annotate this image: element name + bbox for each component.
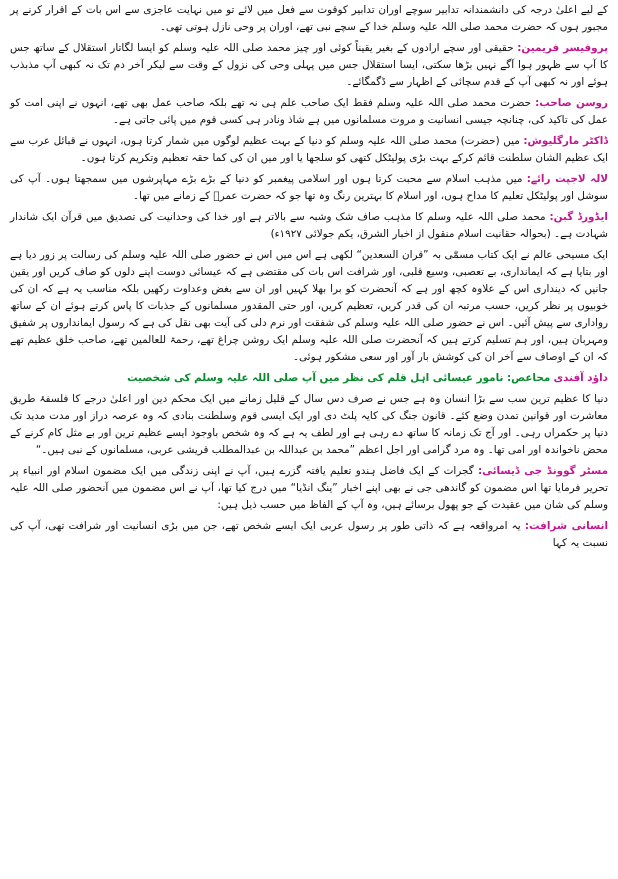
paragraph-daud-afandi — [10, 370, 608, 387]
paragraph-text: ایک مسیحی عالم نے ایک کتاب مسمّٰی بہ ”قران السعدین“ لکھی ہے اس میں اس نے حضور صلی اللہ علیہ وسلم کی رسالت پر زور دیا ہے اور بتایا ہے کہ ایمانداری، بے تعصبی، وسیع قلبی، اور شرافت اس بات کی مقتضی ہے کہ عیسائی دوست اپنے دلوں کو صاف کریں اور یقین جانیں کہ دینداری اس کے علاوہ کچھ اور ہے کہ آنحضرت کو برا بھلا کہیں اور ان سے بغض وعداوت رکھیں بلکہ مناسب یہ ہے کہ ان کی خوبیوں پر نظر کریں، حسب مرتبہ ان کی قدر کریں، تعظیم کریں، اور حتی المقدور مسلمانوں کے جذبات کا پاس کرتے ہوئے ان کے ساتھ رواداری سے پیش آئیں۔ اس نے حضور صلی اللہ علیہ وسلم کی شفقت اور نرم دلی کی آیت بھی نقل کی ہے کہ رسول ایمانداروں پر شفیق ومہربان ہیں، اور ہم تسلیم کرتے ہیں کہ آنحضرت صلی اللہ علیہ وسلم ایک روشن چراغ تھے، رحمۃ للعالمین تھے، صاحب خلق عظیم تھے کہ ان کے اوصاف سے آخر ان کی کوشش بار آور اور سعی مشکور ہوئی۔ — [10, 249, 608, 363]
paragraph-gibbon — [10, 209, 608, 243]
paragraph-human-nobility — [10, 518, 608, 552]
speaker-label: داؤد آفندی — [553, 372, 608, 384]
paragraph-text: گجرات کے ایک فاضل ہندو تعلیم یافتہ گزرے ہیں، آپ نے اپنی زندگی میں ایک مضمون اسلام اور انبیاء پر تحریر فرمایا تھا اس مضمون کو گاندھی جی نے بھی اپنے اخبار ”ینگ انڈیا“ میں درج کیا تھا، آپ نے اس مضمون میں آنحضور صلی اللہ علیہ وسلم کی شان میں عقیدت کے جو پھول برسائے ہیں، وہ آپ کے الفاظ میں حسب ذیل ہیں: — [10, 465, 608, 511]
paragraph-christian-scholar — [10, 247, 608, 366]
speaker-label: ایڈورڈ گبن: — [549, 211, 608, 223]
speaker-label: انسانی شرافت: — [524, 520, 609, 532]
paragraph-greatest-man — [10, 391, 608, 459]
speaker-label: ڈاکٹر مارگلیوش: — [523, 135, 608, 147]
paragraph-text: کے لیے اعلیٰ درجہ کی دانشمندانہ تدابیر سوچے اوران تدابیر کوقوت سے فعل میں لائے تو میں نہایت عاجزی سے اس بات کے اقرار کرنے پر مجبور ہوں کہ حضرت محمد صلی اللہ علیہ وسلم خدا کے سچے نبی تھے، اوران پر وحی نازل ہوتی تھی۔ — [10, 4, 608, 33]
speaker-label: مسٹر گوونڈ جی ڈیسائی: — [477, 465, 608, 477]
paragraph-lajpat-rai — [10, 171, 608, 205]
paragraph-margoliouth — [10, 133, 608, 167]
paragraph-freeman — [10, 40, 608, 91]
paragraph-text: حقیقی اور سچے ارادوں کے بغیر یقیناً کوئی اور چیز محمد صلی اللہ علیہ وسلم کو ایسا لگاتار استقلال کے ساتھ جس کا آپ سے ظہور ہوا آگے نہیں بڑھا سکتی، ایسا استقلال جس میں پہلی وحی کی نزول کے وقت سے لیکر آخر دم تک نہ کبھی آپ مذبذب ہوئے اور نہ کبھی آپ کے قدم سچائی کے اظہار سے ڈگمگائے۔ — [10, 42, 608, 88]
paragraph-text: دنیا کا عظیم ترین سب سے بڑا انسان وہ ہے جس نے صرف دس سال کے قلیل زمانے میں ایک محکم دین اور اعلیٰ درجے کا فلسفۂ طریق معاشرت اور قوانین تمدن وضع کئے۔ قانون جنگ کی کایہ پلٹ دی اور ایک ایسی قوم وسلطنت بنادی کہ وہ عرصہ دراز اور مدت مدید تک دنیا پر حکمراں رہی۔ اور آج تک زمانہ کا ساتھ دے رہی ہے اور لطف یہ ہے کہ وہ شخص باوجود ایسے عظیم ترین اور بے مثل کام کرنے کے محض ناخواندہ اور امی تھا۔ وہ مرد گرامی اور اجل اعظم ”محمد بن عبداللہ بن عبدالمطلب قریشی عربی، مسلمانوں کے نبی ہیں۔“ — [10, 393, 608, 456]
section-title: محاعص: نامور عیسائی اہل قلم کی نظر میں آپ صلی اللہ علیہ وسلم کی شخصیت — [127, 372, 551, 384]
paragraph-text: یہ امرواقعہ ہے کہ ذاتی طور پر رسول عربی ایک ایسے شخص تھے، جن میں بڑی انسانیت اور شرافت تھی، آپ کی نسبت یہ کہا — [10, 520, 608, 549]
speaker-label: پروفیسر فریمین: — [517, 42, 609, 54]
speaker-label: روسن صاحب: — [535, 97, 608, 109]
paragraph-text: محمد صلی اللہ علیہ وسلم کا مذہب صاف شک وشبہ سے بالاتر ہے اور خدا کی وحدانیت کی تصدیق میں قرآن ایک شاندار شہادت ہے۔ (بحوالہ حقانیت اسلام منقول از اخبار الشرق، یکم جولائی ۱۹۲۷ء) — [10, 211, 608, 240]
speaker-label: لالہ لاجپت رائے: — [526, 173, 608, 185]
paragraph-rosen — [10, 95, 608, 129]
paragraph-intro — [10, 2, 608, 36]
paragraph-text: میں (حضرت) محمد صلی اللہ علیہ وسلم کو دنیا کے بہت عظیم لوگوں میں شمار کرتا ہوں، انہوں نے قبائل عرب سے ایک عظیم الشان سلطنت قائم کرکے بہت بڑی پولیٹکل کتھی کو سلجھا یا اور میں ان کی کما حقہ تعظیم وتکریم کرتا ہوں۔ — [10, 135, 608, 164]
paragraph-desai — [10, 463, 608, 514]
paragraph-text: میں مذہب اسلام سے محبت کرتا ہوں اور اسلامی پیغمبر کو دنیا کے بڑے بڑے مہاپرشوں میں سمجھتا ہوں۔ آپ کی سوشل اور پولیٹکل تعلیم کا مداح ہوں، اور اسلام کا بہترین رنگ وہ تھا جو کہ حضرت عمرؓ کے زمانے میں تھا۔ — [10, 173, 608, 202]
paragraph-text: حضرت محمد صلی اللہ علیہ وسلم فقط ایک صاحب علم ہی نہ تھے بلکہ صاحب عمل بھی تھے، انہوں نے اپنی امت کو عمل کی تاکید کی، چنانچہ جیسی انسانیت و مروت مسلمانوں میں ہے شاذ ونادر ہی کسی قوم میں پائی جاتی ہے۔ — [10, 97, 608, 126]
